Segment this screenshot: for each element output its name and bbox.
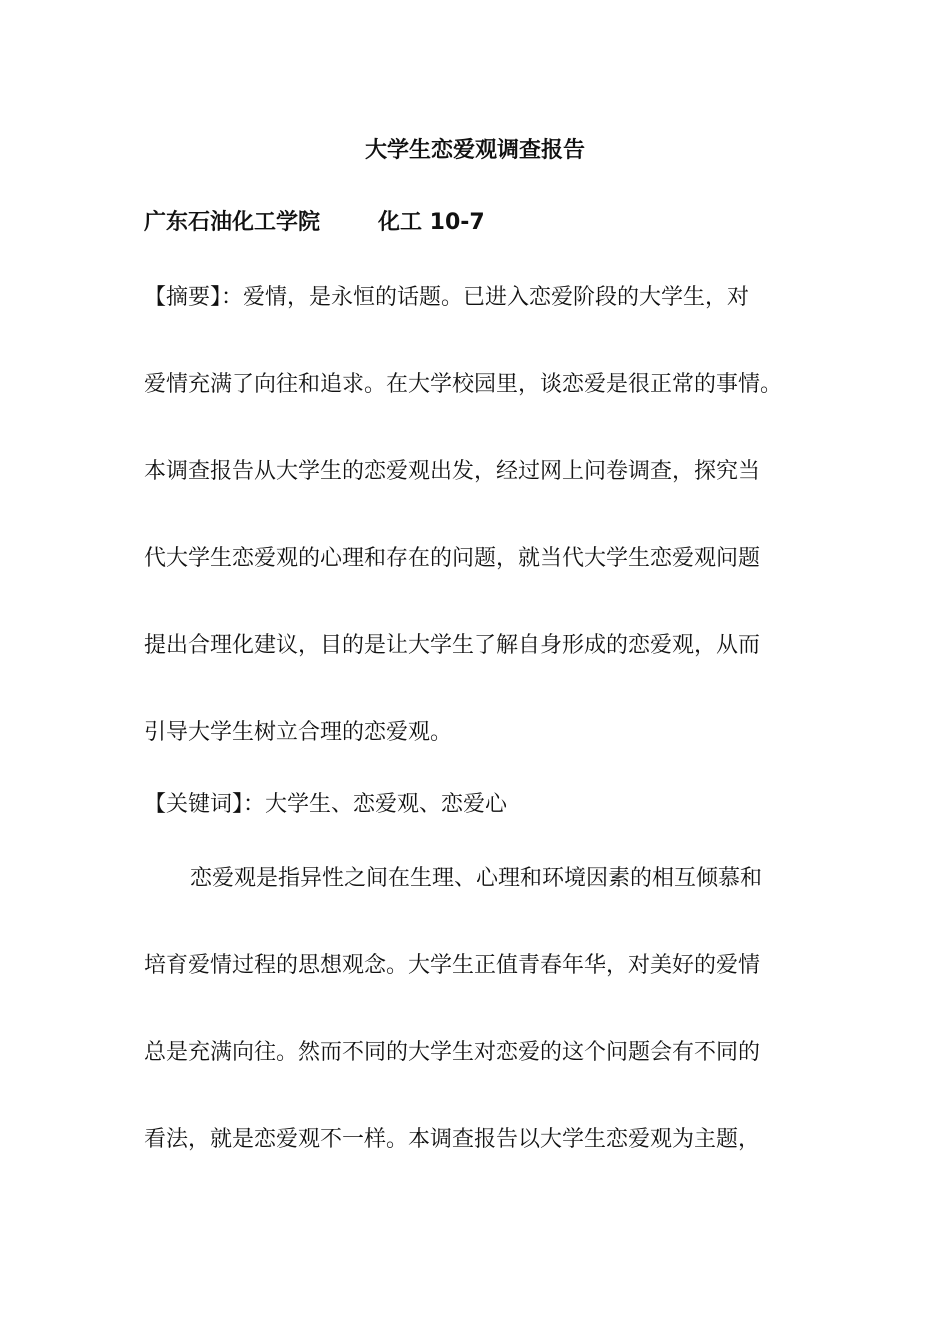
keywords-line: 【关键词】：大学生、恋爱观、恋爱心: [144, 792, 508, 817]
body-line-4: 看法，就是恋爱观不一样。本调查报告以大学生恋爱观为主题，: [144, 1127, 761, 1152]
body-line-1: 恋爱观是指异性之间在生理、心理和环境因素的相互倾慕和: [190, 866, 763, 891]
body-line-2: 培育爱情过程的思想观念。大学生正值青春年华，对美好的爱情: [144, 953, 761, 978]
body-line-3: 总是充满向往。然而不同的大学生对恋爱的这个问题会有不同的: [144, 1040, 761, 1065]
page-title: 大学生恋爱观调查报告: [364, 138, 585, 163]
abstract-line-5: 提出合理化建议，目的是让大学生了解自身形成的恋爱观，从而: [144, 633, 761, 658]
abstract-line-2: 爱情充满了向往和追求。在大学校园里，谈恋爱是很正常的事情。: [144, 372, 783, 397]
school-name: 广东石油化工学院: [144, 210, 321, 235]
abstract-line-4: 代大学生恋爱观的心理和存在的问题，就当代大学生恋爱观问题: [144, 546, 761, 571]
author-line: [144, 208, 485, 238]
abstract-line-3: 本调查报告从大学生的恋爱观出发，经过网上问卷调查，探究当: [144, 459, 761, 484]
class-name: 化工 10-7: [378, 210, 485, 235]
abstract-line-6: 引导大学生树立合理的恋爱观。: [144, 720, 453, 745]
abstract-line-1: 【摘要】：爱情，是永恒的话题。已进入恋爱阶段的大学生，对: [144, 285, 750, 310]
